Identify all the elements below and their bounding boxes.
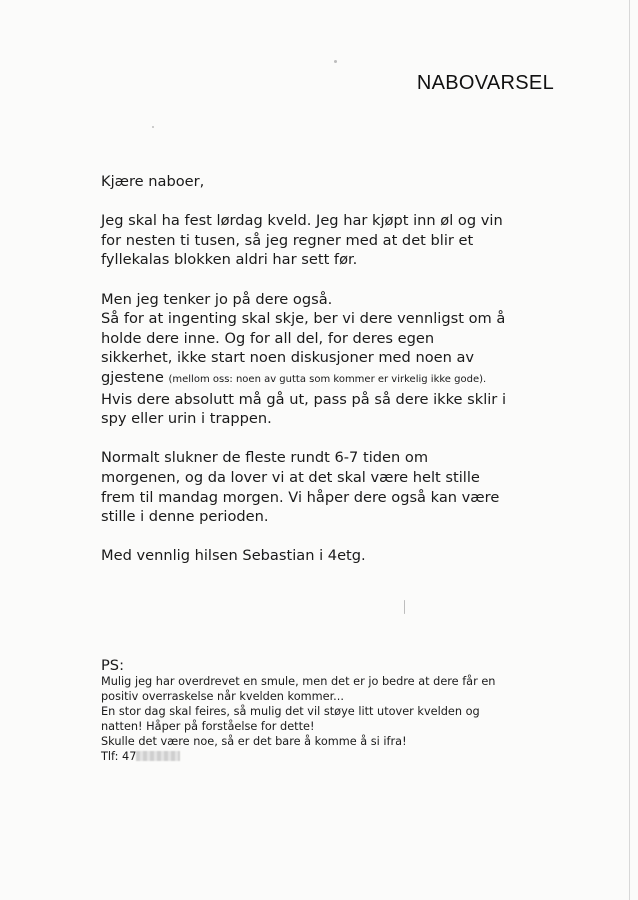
- ps-line: En stor dag skal feires, så mulig det vil støye litt utover kvelden og: [101, 704, 480, 718]
- ps-line: positiv overraskelse når kvelden kommer...: [101, 689, 344, 703]
- paragraph-line: Normalt slukner de fleste rundt 6-7 tiden om: [101, 449, 429, 467]
- greeting: Kjære naboer,: [101, 173, 205, 190]
- page-title: NABOVARSEL: [416, 72, 554, 94]
- paragraph-line: sikkerhet, ikke start noen diskusjoner med noen av: [101, 349, 475, 367]
- guests-word: gjestene: [101, 368, 164, 386]
- paragraph-line: frem til mandag morgen. Vi håper dere også kan være: [101, 488, 500, 506]
- paper-speck: [404, 600, 405, 614]
- paper-speck: [334, 60, 337, 63]
- ps-line: Skulle det være noe, så er det bare å komme å si ifra!: [101, 734, 407, 748]
- paragraph-line: Hvis dere absolutt må gå ut, pass på så dere ikke sklir i: [101, 390, 506, 408]
- postscript: [101, 656, 571, 764]
- paragraph-line: for nesten ti tusen, så jeg regner med at det blir et: [101, 231, 474, 249]
- paragraph-line: fyllekalas blokken aldri har sett før.: [101, 251, 358, 269]
- letter-body: [101, 172, 581, 585]
- ps-line: Mulig jeg har overdrevet en smule, men det er jo bedre at dere får en: [101, 675, 496, 688]
- redacted-phone-number: [136, 751, 180, 761]
- paper-speck: [152, 126, 154, 128]
- paragraph-quiet: [101, 448, 581, 526]
- paragraph-line: [101, 368, 581, 390]
- paragraph-line: stille i denne perioden.: [101, 508, 269, 526]
- ps-line: natten! Håper på forståelse for dette!: [101, 719, 315, 733]
- ps-label: PS:: [101, 657, 124, 674]
- phone-label: Tlf: 47: [101, 749, 137, 763]
- signoff: Med vennlig hilsen Sebastian i 4etg.: [101, 547, 366, 565]
- paragraph-line: morgenen, og da lover vi at det skal være helt stille: [101, 468, 480, 486]
- aside-note: (mellom oss: noen av gutta som kommer er virkelig ikke gode).: [168, 373, 487, 385]
- paragraph-party: [101, 211, 581, 270]
- paragraph-line: holde dere inne. Og for all del, for deres egen: [101, 329, 435, 347]
- paragraph-line: Så for at ingenting skal skje, ber vi dere vennligst om å: [101, 310, 506, 328]
- paragraph-line: spy eller urin i trappen.: [101, 410, 272, 428]
- phone-line: [101, 750, 571, 765]
- paragraph-line: Men jeg tenker jo på dere også.: [101, 290, 333, 308]
- paragraph-warning: [101, 290, 581, 429]
- paragraph-line: Jeg skal ha fest lørdag kveld. Jeg har kjøpt inn øl og vin: [101, 212, 503, 230]
- paper-edge: [629, 0, 630, 900]
